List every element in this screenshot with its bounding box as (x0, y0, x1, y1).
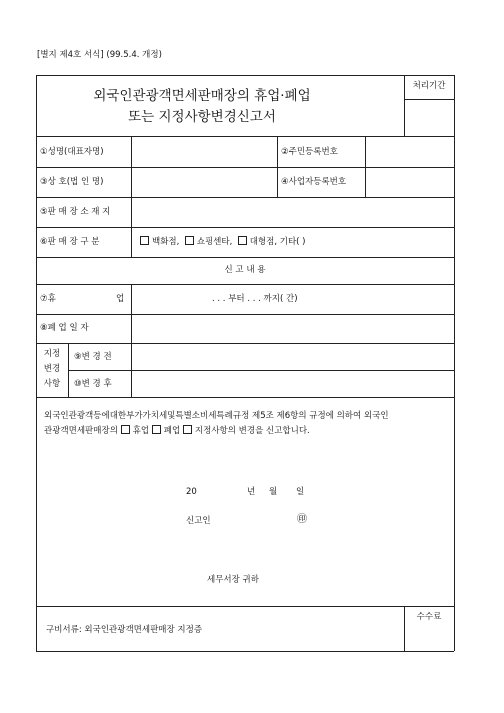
business-reg-number-field[interactable] (366, 168, 453, 196)
store-location-label: ⑤판 매 장 소 재 지 (40, 207, 111, 217)
store-type-options (140, 236, 306, 248)
statement-prefix: 관광객면세판매장의 (44, 426, 118, 436)
change-group-label-1: 지정 (43, 349, 61, 359)
store-type-label: ⑥판 매 장 구 분 (40, 237, 100, 247)
shopping-center-checkbox[interactable] (185, 236, 194, 245)
business-reg-number-label: ④사업자등록번호 (281, 177, 347, 187)
fee-label: 수수료 (416, 612, 442, 622)
closure-checkbox[interactable] (121, 425, 130, 434)
change-group-label-3: 사항 (43, 379, 61, 389)
attachments: 구비서류: 외국인관광객면세판매장 지정증 (46, 625, 203, 635)
seal-mark: ㊞ (297, 514, 307, 525)
department-store-checkbox[interactable] (140, 236, 149, 245)
processing-period-label: 처리기간 (412, 81, 446, 91)
shutdown-date-label: ⑧폐 업 일 자 (40, 323, 89, 333)
designation-change-checkbox[interactable] (183, 425, 192, 434)
store-location-field[interactable] (132, 198, 453, 226)
date-year: 년 (247, 487, 256, 497)
form-title-line2: 또는 지정사항변경신고서 (128, 109, 276, 125)
date-month: 월 (269, 487, 278, 497)
closure-label-suffix: 업 (116, 294, 125, 304)
recipient: 세무서장 귀하 (207, 575, 259, 585)
name-field[interactable] (132, 137, 276, 166)
shopping-center-option: 쇼핑센타, (196, 237, 233, 247)
form-reference: [별지 제4호 서식] (99.5.4. 개정) (37, 50, 162, 60)
large-store-checkbox[interactable] (238, 236, 247, 245)
statement-line1: 외국인관광객등에대한부가가치세및특별소비세특례규정 제5조 제6항의 규정에 의하여 외국인 (44, 411, 389, 421)
applicant-label: 신고인 (186, 516, 211, 526)
shutdown-checkbox[interactable] (152, 425, 161, 434)
report-content-heading: 신 고 내 용 (224, 265, 266, 275)
large-store-option: 대형점, 기타( ) (249, 237, 306, 247)
change-after-field[interactable] (132, 371, 453, 396)
shutdown-option: 폐업 (163, 426, 181, 436)
date-prefix: 20 (186, 487, 197, 497)
trade-name-label: ③상 호(법 인 명) (40, 177, 104, 187)
change-before-label: ⑨변 경 전 (74, 352, 112, 362)
department-store-option: 백화점, (152, 237, 180, 247)
name-label: ①성명(대표자명) (40, 147, 104, 157)
change-after-label: ⑩변 경 후 (74, 379, 112, 389)
trade-name-field[interactable] (132, 168, 276, 196)
resident-number-label: ②주민등록번호 (281, 147, 338, 157)
shutdown-date-field[interactable] (132, 315, 453, 342)
form-title-line1: 외국인관광객면세판매장의 휴업·폐업 (93, 88, 311, 104)
statement-line2 (44, 425, 310, 437)
resident-number-field[interactable] (366, 137, 453, 166)
processing-period-field[interactable] (405, 100, 453, 135)
closure-period-field[interactable]: . . . 부터 . . . 까지( 간) (212, 294, 298, 304)
date-day: 일 (296, 487, 305, 497)
change-before-field[interactable] (132, 344, 453, 369)
closure-option: 휴업 (132, 426, 150, 436)
change-group-label-2: 변경 (43, 364, 61, 374)
designation-change-option: 지정사항의 변경을 신고합니다. (194, 426, 310, 436)
closure-label: ⑦휴 (40, 294, 56, 304)
